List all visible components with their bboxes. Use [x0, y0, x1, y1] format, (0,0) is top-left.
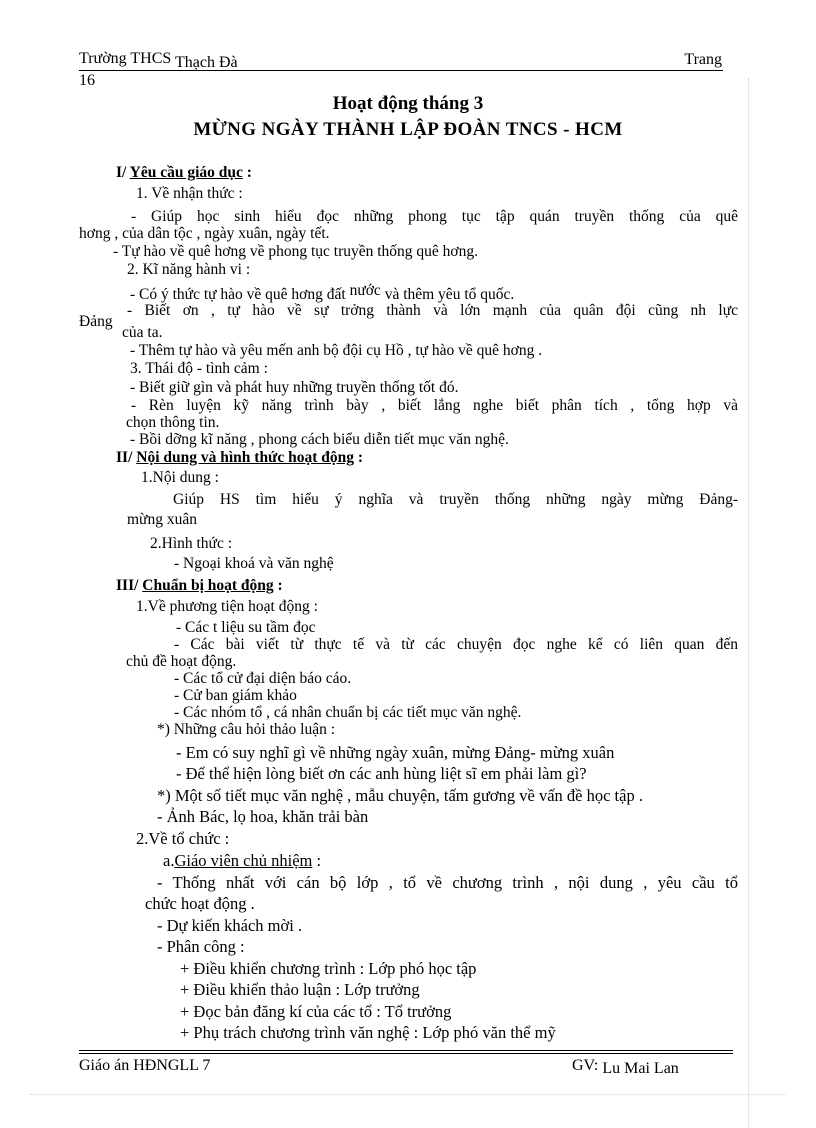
body-line: - Để thể hiện lòng biết ơn các anh hùng liệt sĩ em phải làm gì? — [176, 764, 587, 783]
page-subtitle: MỪNG NGÀY THÀNH LẬP ĐOÀN TNCS - HCM — [193, 119, 623, 140]
body-line: + Đọc bản đăng kí của các tổ : Tổ trưởng — [180, 1002, 452, 1021]
body-line: chọn thông tin. — [126, 414, 220, 431]
body-line: chủ đề hoạt động. — [126, 653, 237, 670]
subheading: 2. Kĩ năng hành vi : — [127, 261, 251, 278]
footer-teacher: GV: Lu Mai Lan — [572, 1057, 679, 1077]
body-line: - Tự hào về quê hơng về phong tục truyền thống quê hơng. — [113, 243, 479, 260]
footer-divider — [79, 1053, 733, 1054]
body-line: - Rèn luyện kỹ năng trình bày , biết lắng nghe biết phân tích , tổng hợp và — [131, 397, 738, 414]
header-school — [79, 50, 238, 71]
subheading: 1.Về phương tiện hoạt động : — [136, 598, 318, 615]
page-number: 16 — [79, 72, 95, 89]
body-line: + Điều khiển thảo luận : Lớp trưởng — [180, 980, 420, 999]
body-line: - Ảnh Bác, lọ hoa, khăn trải bàn — [157, 807, 369, 826]
body-line: - Các t liệu su tầm đọc — [176, 619, 316, 636]
page-label: Trang — [684, 51, 722, 68]
school-name: Thạch Đà — [175, 54, 238, 71]
subheading: a.Giáo viên chủ nhiệm : — [163, 851, 322, 870]
body-line: Đảng — [79, 313, 113, 330]
section-heading-3: III/ Chuẩn bị hoạt động : — [116, 577, 283, 594]
page-title: Hoạt động tháng 3 — [332, 93, 484, 114]
body-line: - Biết giữ gìn và phát huy những truyền thống tốt đó. — [130, 379, 459, 396]
body-line: - Bồi dỡng kĩ năng , phong cách biểu diễn tiết mục văn nghệ. — [130, 431, 509, 448]
body-line: - Biết ơn , tự hào về sự trởng thành và lớn mạnh của quân đội cũng nh lực — [127, 302, 738, 319]
school-prefix: Trường THCS — [79, 50, 172, 67]
body-line: - Cử ban giám khảo — [174, 687, 297, 704]
body-line: - Các nhóm tổ , cá nhân chuẩn bị các tiết mục văn nghệ. — [174, 704, 522, 721]
body-line: mừng xuân — [127, 511, 197, 528]
body-line: - Thống nhất với cán bộ lớp , tổ về chương trình , nội dung , yêu cầu tổ — [157, 873, 738, 892]
body-line: - Các tổ cử đại diện báo cáo. — [174, 670, 352, 687]
body-line: + Điều khiển chương trình : Lớp phó học tập — [180, 959, 477, 978]
footer-left: Giáo án HĐNGLL 7 — [79, 1057, 211, 1074]
body-line: *) Những câu hỏi thảo luận : — [157, 721, 336, 738]
section-heading-1: I/ Yêu cầu giáo dục : — [116, 164, 252, 181]
body-line: - Dự kiến khách mời . — [157, 916, 303, 935]
page-edge — [30, 1094, 786, 1095]
body-line: chức hoạt động . — [145, 894, 255, 913]
body-line: - Các bài viết từ thực tế và từ các chuyện đọc nghe kể có liên quan đến — [174, 636, 738, 653]
body-line: - Phân công : — [157, 937, 245, 956]
subheading: 3. Thái độ - tình cảm : — [130, 360, 268, 377]
subheading: 2.Về tổ chức : — [136, 829, 230, 848]
body-line: - Có ý thức tự hào về quê hơng đất nước và thêm yêu tổ quốc. — [130, 282, 515, 303]
body-line: - Thêm tự hào và yêu mến anh bộ đội cụ Hồ , tự hào về quê hơng . — [130, 342, 543, 359]
body-line: + Phụ trách chương trình văn nghệ : Lớp phó văn thể mỹ — [180, 1023, 556, 1042]
header-divider — [79, 70, 723, 71]
body-line: *) Một số tiết mục văn nghệ , mẫu chuyện, tấm gương về vấn đề học tập . — [157, 786, 643, 805]
section-heading-2: II/ Nội dung và hình thức hoạt động : — [116, 449, 364, 466]
subheading: 2.Hình thức : — [150, 535, 233, 552]
body-line: hơng , của dân tộc , ngày xuân, ngày tết. — [79, 225, 330, 242]
body-line: Giúp HS tìm hiểu ý nghĩa và truyền thống những ngày mừng Đảng- — [173, 491, 738, 508]
body-line: - Giúp học sinh hiểu đọc những phong tục tập quán truyền thống của quê — [131, 208, 738, 225]
body-line: của ta. — [122, 324, 163, 341]
subheading: 1. Về nhận thức : — [136, 185, 243, 202]
body-line: - Ngoại khoá và văn nghệ — [174, 555, 334, 572]
footer-divider — [79, 1050, 733, 1051]
subheading: 1.Nội dung : — [141, 469, 219, 486]
body-line: - Em có suy nghĩ gì về những ngày xuân, mừng Đảng- mừng xuân — [176, 743, 615, 762]
margin-guide — [748, 78, 749, 1128]
